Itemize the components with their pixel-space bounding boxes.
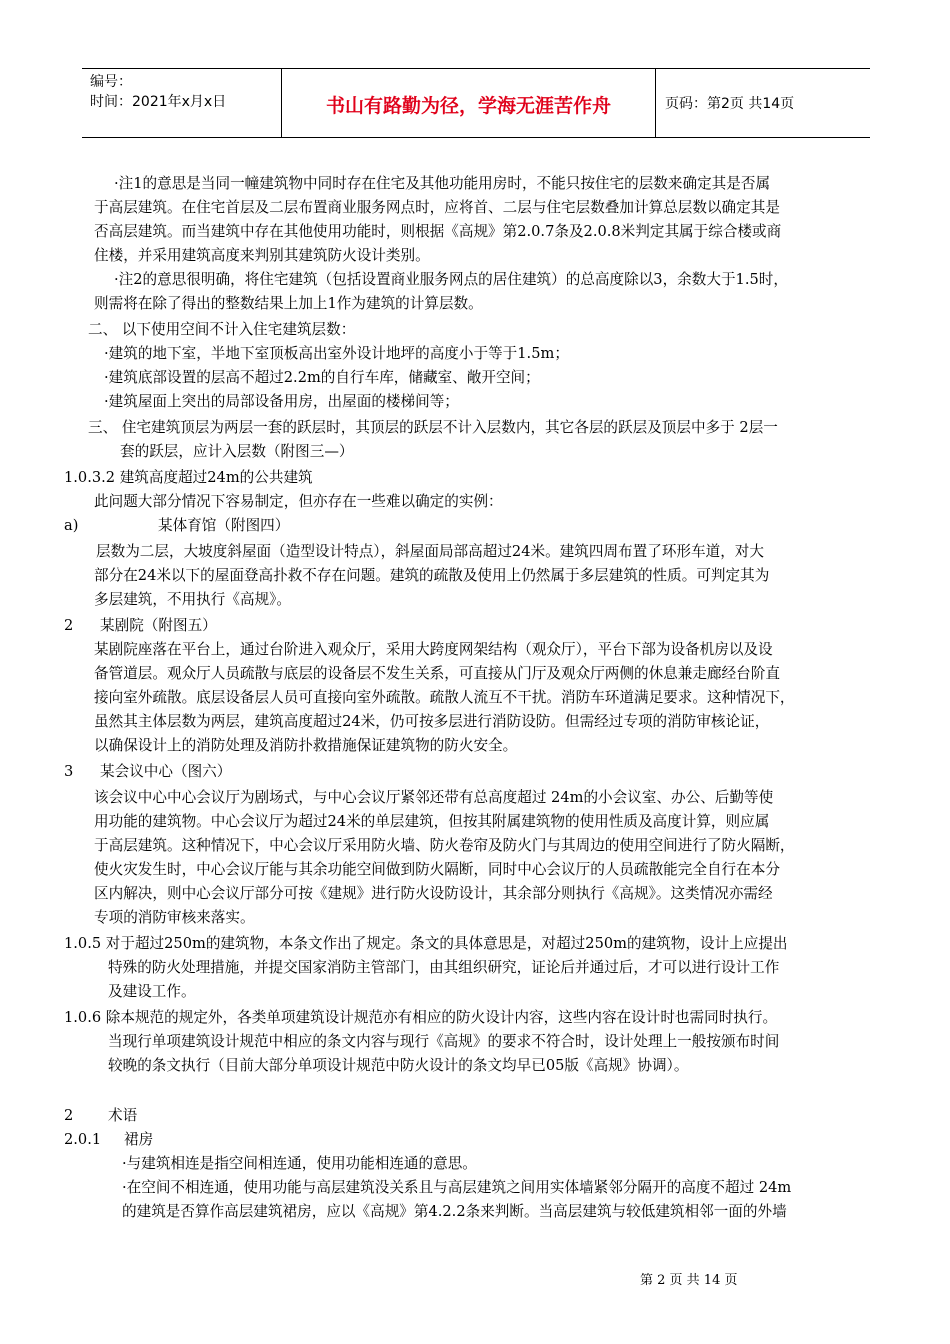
text-line: ·建筑的地下室，半地下室顶板高出室外设计地坪的高度小于等于1.5m； <box>104 345 569 362</box>
text-line: 多层建筑，不用执行《高规》。 <box>94 591 292 608</box>
item-title: 某会议中心（图六） <box>100 763 232 780</box>
text-line: 及建设工作。 <box>108 983 196 1000</box>
text-line: 部分在24米以下的屋面登高扑救不存在问题。建筑的疏散及使用上仍然属于多层建筑的性质。可判定其为 <box>94 567 770 584</box>
text-line: 于高层建筑。在住宅首层及二层布置商业服务网点时，应将首、二层与住宅层数叠加计算总层数以确定其是 <box>94 199 780 216</box>
text-line: 较晚的条文执行（目前大部分单项设计规范中防火设计的条文均早已05版《高规》协调）。 <box>108 1057 689 1074</box>
list-marker: 2 <box>64 617 74 634</box>
text-line: 区内解决，则中心会议厅部分可按《建规》进行防火设防设计，其余部分则执行《高规》。这类情况亦需经 <box>94 885 773 902</box>
list-marker: 2.0.1 <box>64 1131 102 1148</box>
text-line: 当现行单项建筑设计规范中相应的条文内容与现行《高规》的要求不符合时，设计处理上一般按颁布时间 <box>108 1033 780 1050</box>
text-line: 套的跃层，应计入层数（附图三—） <box>120 443 354 460</box>
text-line: 某剧院座落在平台上，通过台阶进入观众厅，采用大跨度网架结构（观众厅），平台下部为设备机房以及设 <box>94 641 773 658</box>
section-heading: 1.0.3.2 建筑高度超过24m的公共建筑 <box>64 469 313 486</box>
page-header <box>82 68 870 138</box>
text-line: 备管道层。观众厅人员疏散与底层的设备层不发生关系，可直接从门厅及观众厅两侧的休息兼走廊经台阶直 <box>94 665 780 682</box>
header-divider <box>655 69 656 137</box>
item-title: 裙房 <box>124 1131 154 1148</box>
text-line: 专项的消防审核来落实。 <box>94 909 255 926</box>
item-title: 某剧院（附图五） <box>100 617 217 634</box>
text-line: 用功能的建筑物。中心会议厅为超过24米的单层建筑，但按其附属建筑物的使用性质及高度计算，则应属 <box>94 813 770 830</box>
text-line: 否高层建筑。而当建筑中存在其他使用功能时，则根据《高规》第2.0.7条及2.0.8米判定其属于综合楼或商 <box>94 223 782 240</box>
text-line: 则需将在除了得出的整数结果上加上1作为建筑的计算层数。 <box>94 295 483 312</box>
list-marker: a) <box>64 517 79 534</box>
page-footer: 第 2 页 共 14 页 <box>640 1273 738 1288</box>
header-meta <box>90 72 226 112</box>
text-line: 虽然其主体层数为两层，建筑高度超过24米，仍可按多层进行消防设防。但需经过专项的消防审核论证， <box>94 713 770 730</box>
doc-number-label: 编号： <box>90 74 132 90</box>
text-line: ·注2的意思很明确，将住宅建筑（包括设置商业服务网点的居住建筑）的总高度除以3，余数大于1.5时， <box>114 271 788 288</box>
text-line: ·与建筑相连是指空间相连通，使用功能相连通的意思。 <box>122 1155 477 1172</box>
text-line: ·建筑底部设置的层高不超过2.2m的自行车库，储藏室、敞开空间； <box>104 369 540 386</box>
text-line: 二、 以下使用空间不计入住宅建筑层数： <box>88 321 356 338</box>
section-heading: 术语 <box>108 1107 138 1124</box>
item-title: 某体育馆（附图四） <box>158 517 290 534</box>
text-line: 住楼，并采用建筑高度来判别其建筑防火设计类别。 <box>94 247 430 264</box>
list-marker: 2 <box>64 1107 74 1124</box>
text-line: ·建筑屋面上突出的局部设备用房，出屋面的楼梯间等； <box>104 393 459 410</box>
text-line: 于高层建筑。这种情况下，中心会议厅采用防火墙、防火卷帘及防火门与其周边的使用空间进行了防火隔断， <box>94 837 795 854</box>
text-line: 1.0.6 除本规范的规定外，各类单项建筑设计规范亦有相应的防火设计内容，这些内容在设计时也需同时执行。 <box>64 1009 778 1026</box>
text-line: 该会议中心中心会议厅为剧场式，与中心会议厅紧邻还带有总高度超过 24m的小会议室、办公、后勤等使 <box>94 789 774 806</box>
text-line: 接向室外疏散。底层设备层人员可直接向室外疏散。疏散人流互不干扰。消防车环道满足要求。这种情况下， <box>94 689 795 706</box>
header-motto: 书山有路勤为径，学海无涯苦作舟 <box>325 95 611 117</box>
text-line: 三、 住宅建筑顶层为两层一套的跃层时，其顶层的跃层不计入层数内，其它各层的跃层及顶层中多于 2层一 <box>88 419 778 436</box>
text-line: ·注1的意思是当同一幢建筑物中同时存在住宅及其他功能用房时，不能只按住宅的层数来确定其是否属 <box>114 175 771 192</box>
list-marker: 3 <box>64 763 74 780</box>
text-line: 1.0.5 对于超过250m的建筑物，本条文作出了规定。条文的具体意思是，对超过250m的建筑物，设计上应提出 <box>64 935 788 952</box>
header-page-info: 页码：第2页 共14页 <box>665 96 795 112</box>
text-line: 的建筑是否算作高层建筑裙房，应以《高规》第4.2.2条来判断。当高层建筑与较低建筑相邻一面的外墙 <box>122 1203 787 1220</box>
text-line: 以确保设计上的消防处理及消防扑救措施保证建筑物的防火安全。 <box>94 737 518 754</box>
text-line: 特殊的防火处理措施，并提交国家消防主管部门，由其组织研究，证论后并通过后，才可以进行设计工作 <box>108 959 780 976</box>
doc-date-label: 时间：2021年x月x日 <box>90 94 227 110</box>
text-line: 使火灾发生时，中心会议厅能与其余功能空间做到防火隔断，同时中心会议厅的人员疏散能完全自行在本分 <box>94 861 780 878</box>
text-line: 层数为二层，大坡度斜屋面（造型设计特点），斜屋面局部高超过24米。建筑四周布置了环形车道，对大 <box>96 543 764 560</box>
text-line: 此问题大部分情况下容易制定，但亦存在一些难以确定的实例： <box>94 493 503 510</box>
text-line: ·在空间不相连通，使用功能与高层建筑没关系且与高层建筑之间用实体墙紧邻分隔开的高度不超过 24m <box>122 1179 792 1196</box>
